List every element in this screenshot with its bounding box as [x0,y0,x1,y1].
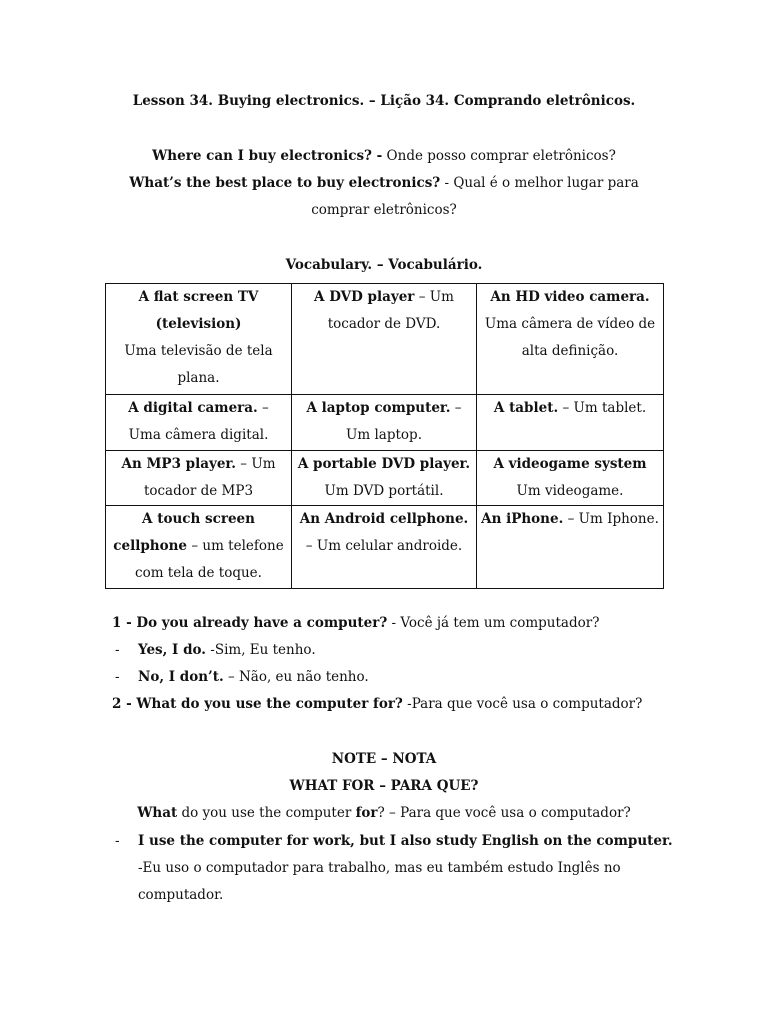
vocab-separator: – [257,400,269,416]
vocab-cell [106,506,292,589]
vocab-cell [292,451,477,506]
vocab-term-en: A touch screen cellphone [113,511,255,554]
vocab-term-en: A portable DVD player. [297,456,471,472]
bullet-marker: - [115,833,120,849]
vocab-separator: – [558,400,574,416]
vocab-cell [106,395,292,451]
vocab-cell [106,451,292,506]
vocab-term-en: A flat screen TV (television) [138,289,259,332]
intro-question-2: What’s the best place to buy electronics? - Qual é o melhor lugar para comprar eletrônicos? [129,175,639,218]
vocab-cell [477,395,664,451]
lesson-title: Lesson 34. Buying electronics. – Lição 34. Comprando eletrônicos. [132,93,636,109]
vocab-cell [292,506,477,589]
vocab-row [106,395,664,451]
vocab-row [106,284,664,395]
bullet-marker: - [115,642,120,658]
vocab-term-pt: Um DVD portátil. [324,483,444,499]
vocab-separator: – [305,538,317,554]
vocab-cell [106,284,292,395]
vocab-cell [477,284,664,395]
vocab-term-pt: Um tablet. [573,400,647,416]
vocab-term-pt: Uma câmera de vídeo de alta definição. [484,316,656,359]
vocabulary-heading: Vocabulary. – Vocabulário. [285,257,483,273]
vocab-term-pt: um telefone com tela de toque. [135,538,284,581]
note-title: NOTE – NOTA [331,751,437,767]
vocab-cell [292,395,477,451]
vocab-term-en: An Android cellphone. [299,511,469,527]
intro-question-1: Where can I buy electronics? - Onde posso comprar eletrônicos? [152,148,616,164]
vocab-term-pt: Um videogame. [516,483,624,499]
vocab-term-en: A laptop computer. [306,400,451,416]
answer-no: No, I don’t. – Não, eu não tenho. [138,669,369,685]
bullet-marker: - [115,669,120,685]
vocab-term-pt: Um laptop. [346,427,422,443]
vocab-term-pt: Um tocador de DVD. [327,289,454,332]
note-subtitle: WHAT FOR – PARA QUE? [289,778,479,794]
vocab-term-en: A videogame system [493,456,647,472]
vocab-term-en: A tablet. [493,400,559,416]
vocab-term-en: An MP3 player. [121,456,236,472]
vocab-separator: – [187,538,203,554]
vocab-term-pt: Um celular androide. [316,538,463,554]
vocab-term-pt: Um Iphone. [578,511,659,527]
vocab-term-en: An HD video camera. [490,289,650,305]
vocab-separator: – [450,400,462,416]
vocab-term-en: An iPhone. [481,511,564,527]
vocab-term-pt: Um tocador de MP3 [143,456,276,499]
dialogue-question-2: 2 - What do you use the computer for? -Para que você usa o computador? [112,696,643,712]
vocab-cell [477,451,664,506]
vocab-term-en: A DVD player [314,289,415,305]
vocab-cell [477,506,664,589]
vocab-row [106,451,664,506]
vocab-separator: – [563,511,579,527]
vocab-term-pt: Uma televisão de tela plana. [124,343,273,386]
vocab-row [106,506,664,589]
vocab-separator: – [235,456,252,472]
note-example: What do you use the computer for? – Para que você usa o computador? [137,805,631,821]
dialogue-question-1: 1 - Do you already have a computer? - Você já tem um computador? [112,615,600,631]
vocab-cell [292,284,477,395]
answer-yes: Yes, I do. -Sim, Eu tenho. [138,642,316,658]
vocab-term-en: A digital camera. [128,400,258,416]
vocabulary-table [105,283,664,589]
vocab-separator: – [414,289,430,305]
note-answer: I use the computer for work, but I also study English on the computer. -Eu uso o computador para trabalho, mas eu também estudo Inglês no computador. [138,833,673,903]
vocab-term-pt: Uma câmera digital. [128,427,269,443]
